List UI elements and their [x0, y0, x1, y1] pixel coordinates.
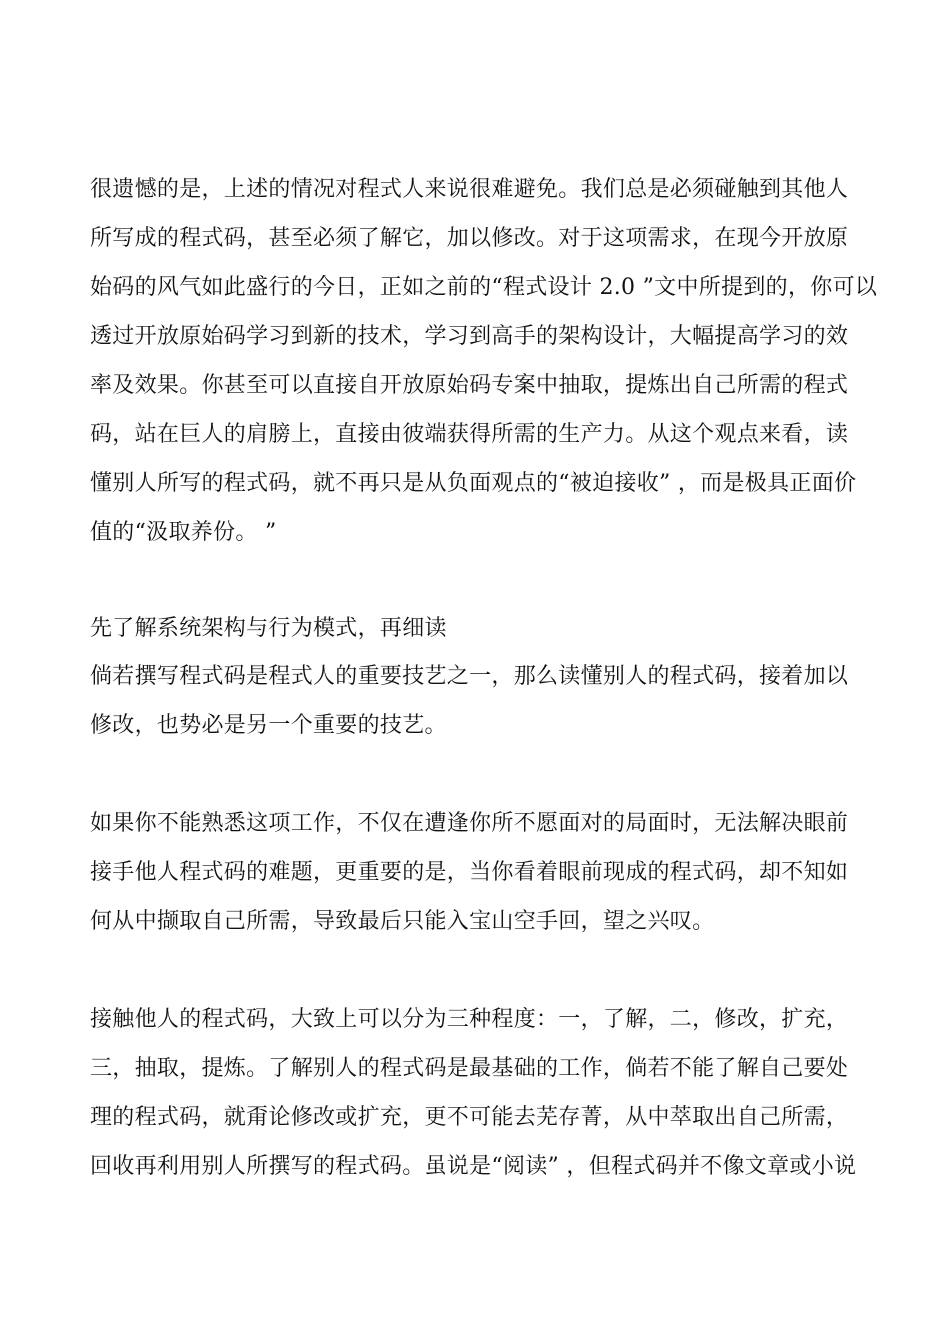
text-line: 始码的风气如此盛行的今日，正如之前的“程式设计 2.0 ”文中所提到的，你可以 [90, 275, 878, 300]
paragraph-3 [90, 799, 862, 946]
text-line: 接手他人程式码的难题，更重要的是，当你看着眼前现成的程式码，却不知如 [90, 860, 849, 885]
text-line: 值的“汲取养份。 ” [90, 520, 277, 545]
text-line: 码，站在巨人的肩膀上，直接由彼端获得所需的生产力。从这个观点来看，读 [90, 422, 849, 447]
paragraph-1 [90, 165, 878, 557]
text-line: 懂别人所写的程式码，就不再只是从负面观点的“被迫接收” ，而是极具正面价 [90, 471, 857, 496]
document-page [90, 165, 878, 1191]
text-line: 接触他人的程式码，大致上可以分为三种程度：一，了解，二，修改，扩充， [90, 1007, 849, 1032]
paragraph-spacer [90, 557, 862, 606]
text-line: 回收再利用别人所撰写的程式码。虽说是“阅读” ，但程式码并不像文章或小说 [90, 1154, 857, 1179]
text-line: 率及效果。你甚至可以直接自开放原始码专案中抽取，提炼出自己所需的程式 [90, 373, 849, 398]
text-line: 很遗憾的是，上述的情况对程式人来说很难避免。我们总是必须碰触到其他人 [90, 177, 849, 202]
paragraph-4 [90, 995, 862, 1191]
text-line: 倘若撰写程式码是程式人的重要技艺之一，那么读懂别人的程式码，接着加以 [90, 664, 849, 689]
text-line: 透过开放原始码学习到新的技术，学习到高手的架构设计，大幅提高学习的效 [90, 324, 849, 349]
text-line: 所写成的程式码，甚至必须了解它，加以修改。对于这项需求，在现今开放原 [90, 226, 849, 251]
text-line: 三，抽取，提炼。了解别人的程式码是最基础的工作，倘若不能了解自己要处 [90, 1056, 849, 1081]
text-line: 何从中撷取自己所需，导致最后只能入宝山空手回，望之兴叹。 [90, 909, 715, 934]
text-line: 如果你不能熟悉这项工作，不仅在遭逢你所不愿面对的局面时，无法解决眼前 [90, 811, 849, 836]
section-heading: 先了解系统架构与行为模式，再细读 [90, 616, 447, 641]
paragraph-spacer [90, 750, 862, 799]
text-line: 修改，也势必是另一个重要的技艺。 [90, 713, 447, 738]
paragraph-spacer [90, 946, 862, 995]
text-line: 理的程式码，就甭论修改或扩充，更不可能去芜存菁，从中萃取出自己所需， [90, 1105, 849, 1130]
paragraph-2 [90, 652, 862, 750]
